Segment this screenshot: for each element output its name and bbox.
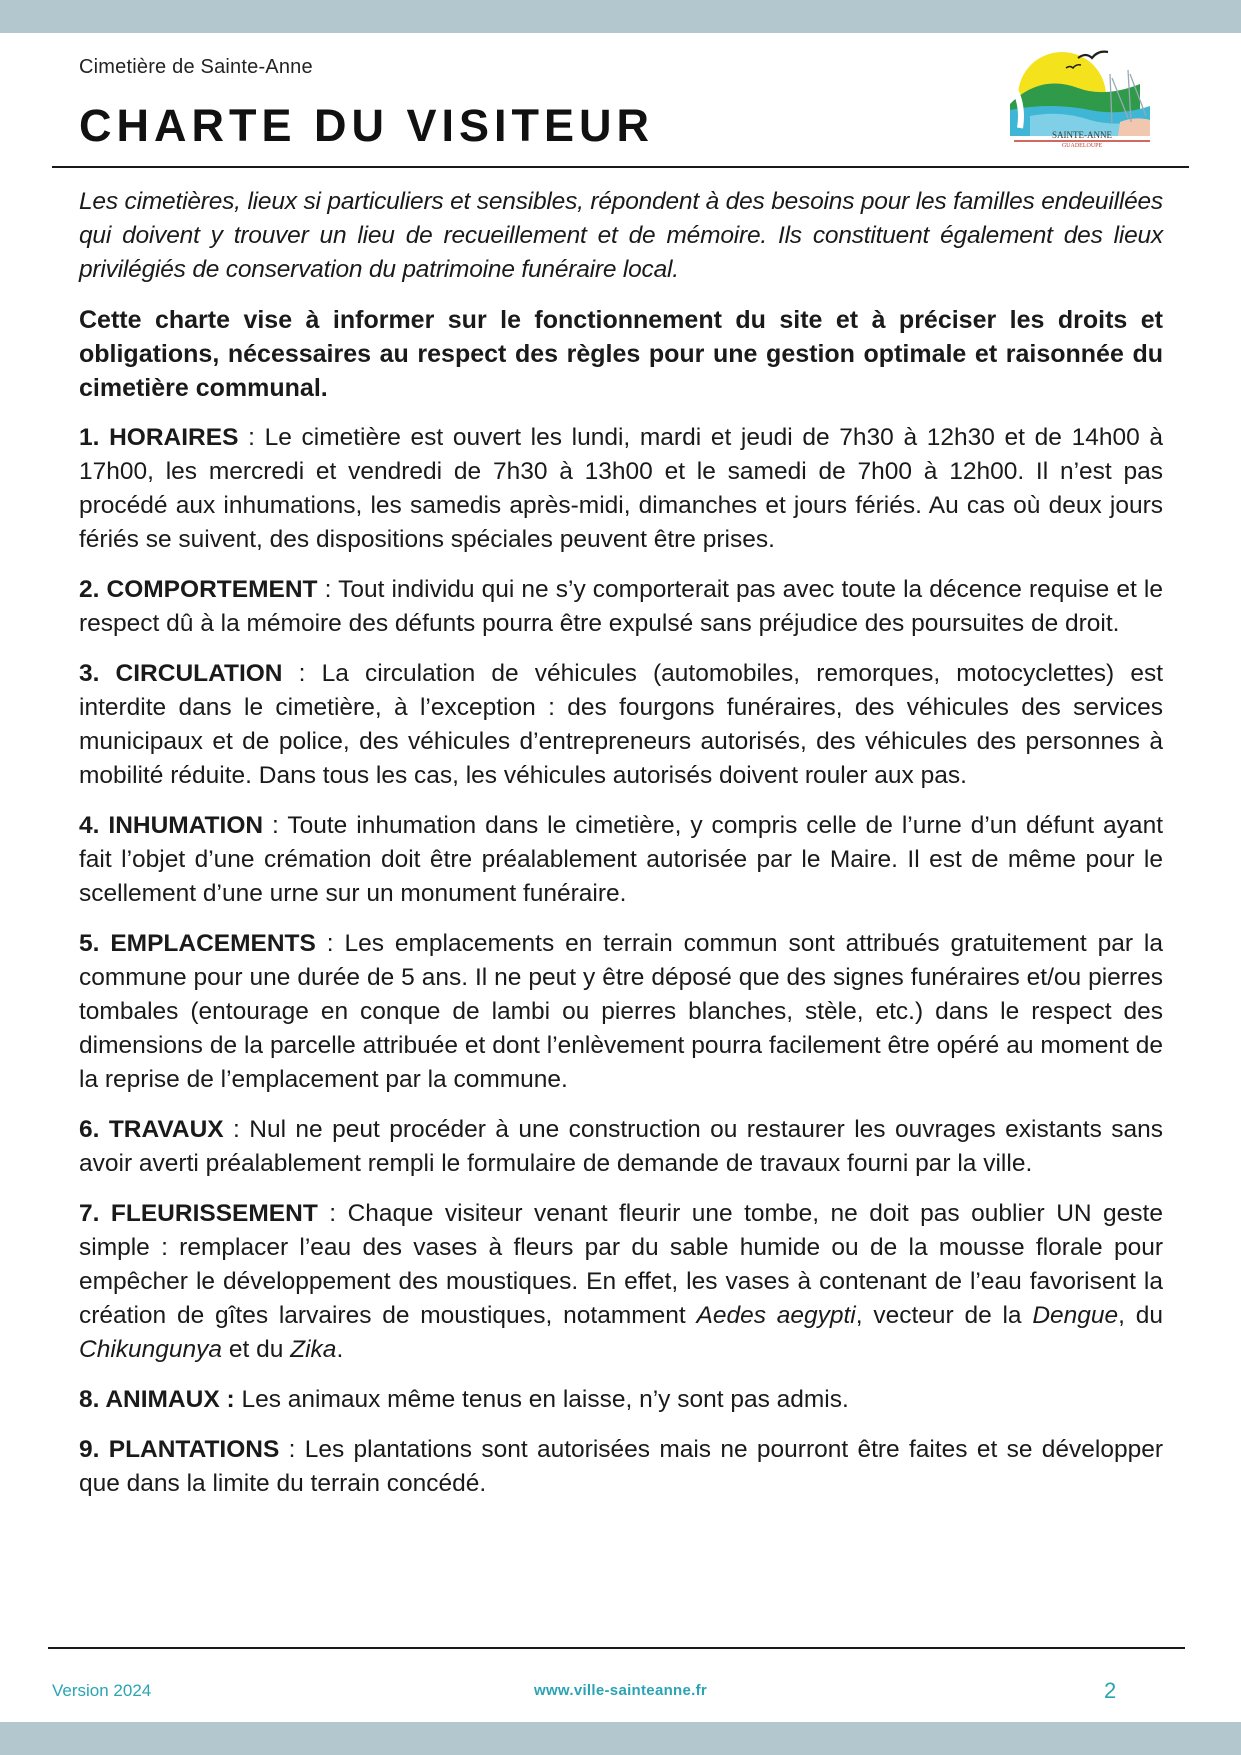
top-band bbox=[0, 0, 1241, 33]
rule-circulation bbox=[79, 657, 1163, 793]
rule-separator: : bbox=[238, 424, 265, 451]
rule-text: . bbox=[336, 1336, 344, 1363]
rule-text: Chaque visiteur venant fleurir une tombe, ne doit pas oublier UN geste simple : remplacer l’eau des vases à fleurs par du sable humide ou de la mousse florale pour empêcher le développement des moustiques. En effet, les vases à contenant de l’eau favorisent la création de gîtes larvaires de moustiques, notamment bbox=[79, 1200, 1163, 1329]
rule-text: Les emplacements en terrain commun sont attribués gratuitement par la commune pour une durée de 5 ans. Il ne peut y être déposé que des signes funéraires et/ou pierres tombales (entourage en conque de lambi ou pierres blanches, stèle, etc.) dans le respect des dimensions de la parcelle attribuée et dont l’enlèvement pourra facilement être opéré au moment de la reprise de l’emplacement par la commune. bbox=[79, 930, 1163, 1093]
rule-text: et du bbox=[222, 1336, 291, 1363]
purpose-paragraph: Cette charte vise à informer sur le fonctionnement du site et à préciser les droits et obligations, nécessaires au respect des règles pour une gestion optimale et raisonnée du cimetière communal. bbox=[79, 306, 1163, 402]
rule-fleurissement bbox=[79, 1197, 1163, 1367]
rule-text: La circulation de véhicules (automobiles, remorques, motocyclettes) est interdite dans le cimetière, à l’exception : des fourgons funéraires, des véhicules des services municipaux et de police, des véhicules d’entrepreneurs autorisés, des véhicules des personnes à mobilité réduite. Dans tous les cas, les véhicules autorisés doivent rouler aux pas. bbox=[79, 660, 1163, 789]
rule-heading: 5. EMPLACEMENTS bbox=[79, 930, 316, 957]
logo-subtext: GUADELOUPE bbox=[1061, 143, 1103, 148]
rule-separator: : bbox=[263, 812, 288, 839]
rule-heading: 2. COMPORTEMENT bbox=[79, 576, 318, 603]
sainte-anne-logo-icon bbox=[1000, 44, 1158, 148]
rule-separator: : bbox=[223, 1116, 250, 1143]
footer-divider bbox=[48, 1647, 1185, 1649]
rule-emplacements bbox=[79, 927, 1163, 1097]
rule-text: Le cimetière est ouvert les lundi, mardi et jeudi de 7h30 à 12h30 et de 14h00 à 17h00, les mercredi et vendredi de 7h30 à 13h00 et le samedi de 7h00 à 12h00. Il n’est pas procédé aux inhumations, les samedis après-midi, dimanches et jours fériés. Au cas où deux jours fériés se suivent, des dispositions spéciales peuvent être prises. bbox=[79, 424, 1163, 553]
page-number: 2 bbox=[1104, 1678, 1117, 1703]
rule-heading: 8. ANIMAUX : bbox=[79, 1386, 235, 1413]
rule-heading: 1. HORAIRES bbox=[79, 424, 239, 451]
rule-heading: 6. TRAVAUX bbox=[79, 1116, 224, 1143]
disease-name: Chikungunya bbox=[79, 1336, 223, 1363]
rule-separator: : bbox=[279, 1436, 305, 1463]
rule-text: Tout individu qui ne s’y comporterait pas avec toute la décence requise et le respect dû à la mémoire des défunts pourra être expulsé sans préjudice des poursuites de droit. bbox=[79, 576, 1163, 637]
rule-inhumation bbox=[79, 809, 1163, 911]
rule-text: Les animaux même tenus en laisse, n’y sont pas admis. bbox=[241, 1386, 849, 1413]
bottom-band bbox=[0, 1722, 1241, 1755]
charter-body bbox=[79, 185, 1163, 1517]
site-name: Cimetière de Sainte-Anne bbox=[79, 56, 313, 78]
rule-heading: 3. CIRCULATION bbox=[79, 660, 283, 687]
rule-animaux bbox=[79, 1383, 1163, 1417]
disease-name: Zika bbox=[290, 1336, 337, 1363]
rule-separator: : bbox=[317, 576, 339, 603]
species-name: Aedes aegypti bbox=[696, 1302, 856, 1329]
disease-name: Dengue bbox=[1032, 1302, 1119, 1329]
version-label: Version 2024 bbox=[52, 1681, 152, 1700]
rule-plantations bbox=[79, 1433, 1163, 1501]
rule-comportement bbox=[79, 573, 1163, 641]
intro-paragraph: Les cimetières, lieux si particuliers et sensibles, répondent à des besoins pour les familles endeuillées qui doivent y trouver un lieu de recueillement et de mémoire. Ils constituent également des lieux privilégiés de conservation du patrimoine funéraire local. bbox=[79, 188, 1163, 283]
rule-heading: 4. INHUMATION bbox=[79, 812, 264, 839]
rule-travaux bbox=[79, 1113, 1163, 1181]
rule-heading: 7. FLEURISSEMENT bbox=[79, 1200, 318, 1227]
rule-separator: : bbox=[315, 930, 345, 957]
rule-text: , du bbox=[1118, 1302, 1164, 1329]
rule-separator: : bbox=[317, 1200, 348, 1227]
rule-separator: : bbox=[282, 660, 322, 687]
rule-text: Les plantations sont autorisées mais ne pourront être faites et se développer que dans la limite du terrain concédé. bbox=[79, 1436, 1164, 1497]
page-title: CHARTE DU VISITEUR bbox=[79, 100, 655, 151]
rule-horaires bbox=[79, 421, 1163, 557]
rule-text: Toute inhumation dans le cimetière, y compris celle de l’urne d’un défunt ayant fait l’objet d’une crémation doit être préalablement autorisée par le Maire. Il est de même pour le scellement d’une urne sur un monument funéraire. bbox=[79, 812, 1163, 907]
logo-text: SAINTE-ANNE bbox=[1052, 130, 1112, 140]
rule-text: , vecteur de la bbox=[855, 1302, 1033, 1329]
header-divider bbox=[52, 166, 1189, 168]
rule-text: Nul ne peut procéder à une construction ou restaurer les ouvrages existants sans avoir averti préalablement rempli le formulaire de demande de travaux fourni par la ville. bbox=[79, 1116, 1163, 1177]
rule-heading: 9. PLANTATIONS bbox=[79, 1436, 280, 1463]
website-link[interactable]: www.ville-sainteanne.fr bbox=[534, 1682, 708, 1699]
